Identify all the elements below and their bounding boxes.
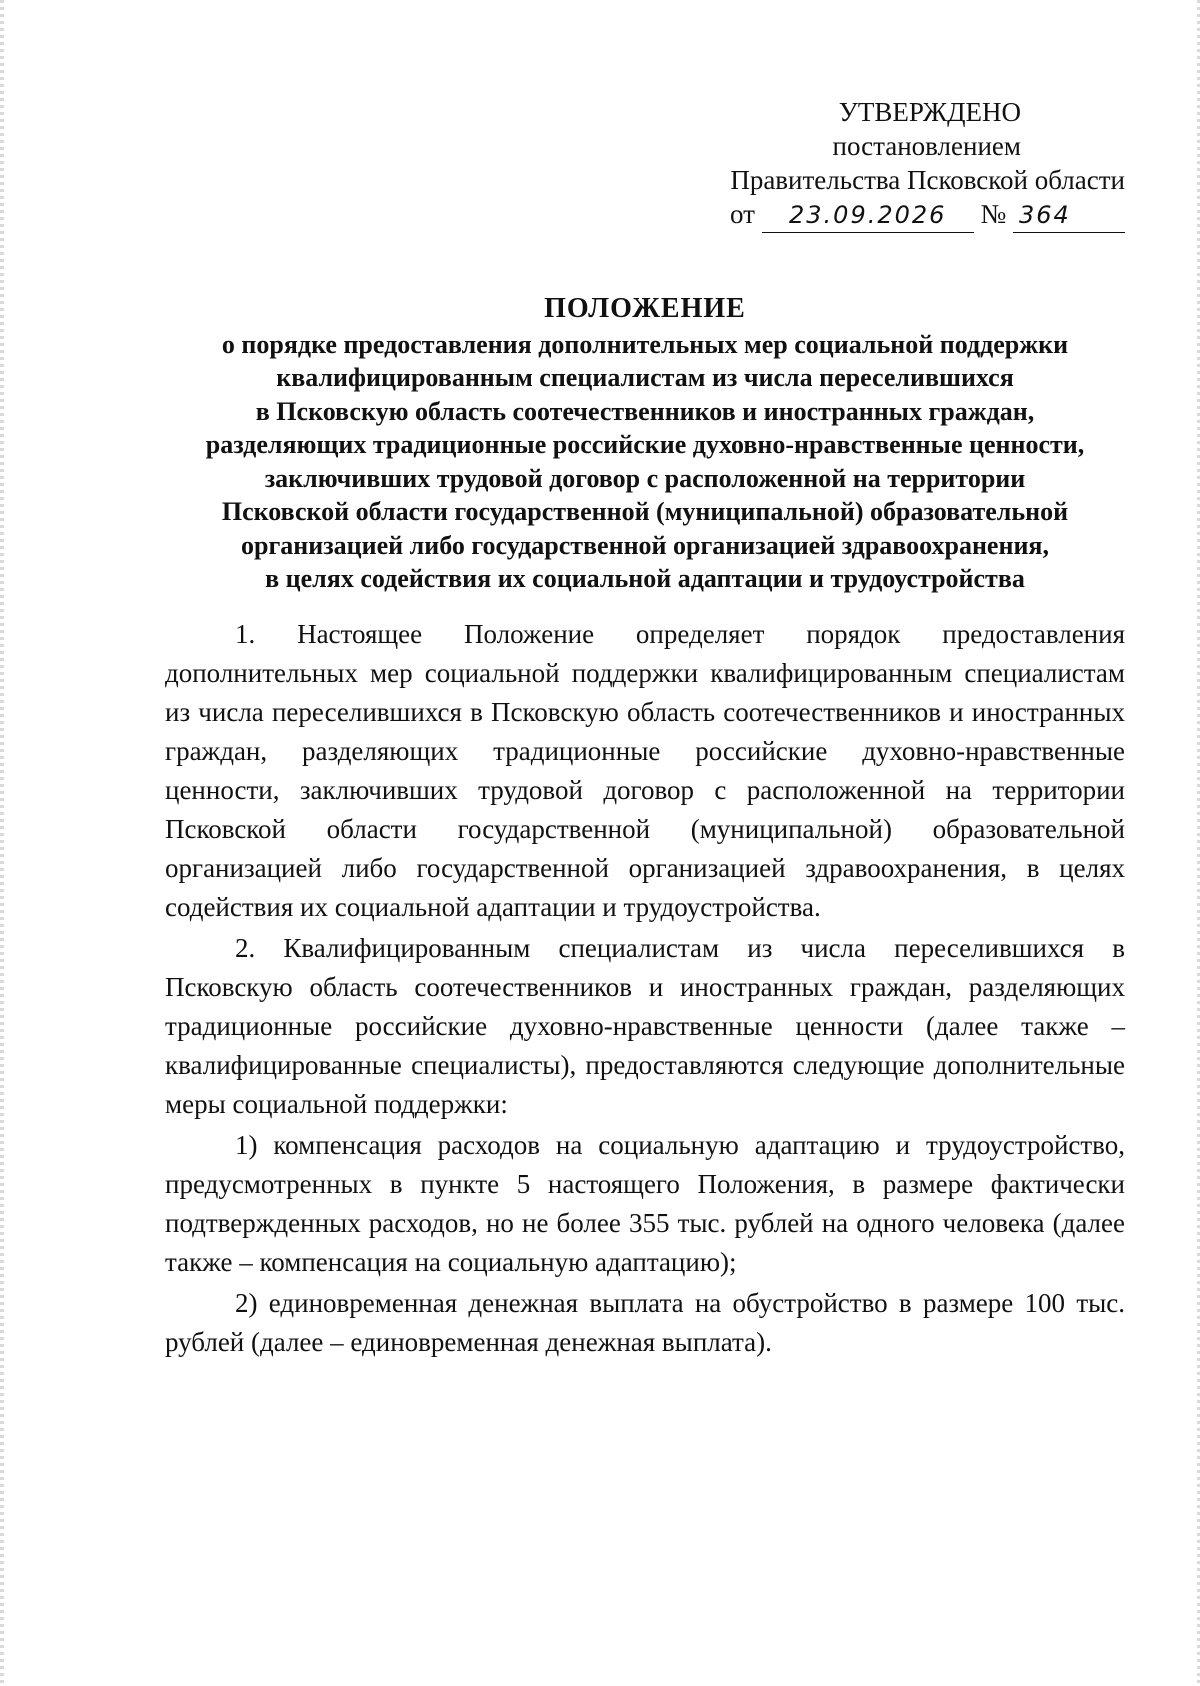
heading-line: о порядке предоставления дополнительных мер социальной поддержки xyxy=(221,329,1069,359)
heading-line: организацией либо государственной организацией здравоохранения, xyxy=(240,530,1050,560)
approval-date-handwritten: 23.09.2026 xyxy=(762,198,974,233)
list-item-2: 2) единовременная денежная выплата на обустройство в размере 100 тыс. рублей (далее – единовременная денежная выплата). xyxy=(165,1288,1125,1357)
heading-line: разделяющих традиционные российские духовно-нравственные ценности, xyxy=(205,430,1085,459)
list-item-1: 1) компенсация расходов на социальную адаптацию и трудоустройство, предусмотренных в пункте 5 настоящего Положения, в размере фактически подтвержденных расходов, но не более 355 тыс. рублей на одного человека (далее также – компенсация на социальную адаптацию); xyxy=(165,1130,1125,1277)
heading-line: Псковской области государственной (муниципальной) образовательной xyxy=(221,497,1069,526)
document-title: ПОЛОЖЕНИЕ xyxy=(544,293,746,324)
approval-decree: постановлением xyxy=(832,131,1021,161)
approval-number-prefix: № xyxy=(980,199,1007,229)
approval-date-prefix: от xyxy=(730,199,755,229)
document-heading xyxy=(130,292,1160,596)
heading-line: квалифицированным специалистам из числа переселившихся xyxy=(276,363,1014,392)
document-body xyxy=(165,615,1125,1362)
paragraph-2: 2. Квалифицированным специалистам из числа переселившихся в Псковскую область соотечественников и иностранных граждан, разделяющих традиционные российские духовно-нравственные ценности (далее также – квалифицированные специалисты), предоставляются следующие дополнительные меры социальной поддержки: xyxy=(165,933,1125,1119)
scan-edge-left xyxy=(0,0,4,1686)
approval-title: УТВЕРЖДЕНО xyxy=(838,97,1021,127)
heading-line: заключивших трудовой договор с расположенной на территории xyxy=(264,463,1026,493)
approval-number-handwritten: 364 xyxy=(1013,198,1125,233)
approval-stamp-block xyxy=(730,95,1125,233)
approval-date-number-line xyxy=(730,197,1125,233)
heading-line: в Псковскую область соотечественников и иностранных граждан, xyxy=(255,396,1035,426)
paragraph-1: 1. Настоящее Положение определяет порядок предоставления дополнительных мер социальной поддержки квалифицированным специалистам из числа переселившихся в Псковскую область соотечественников и иностранных граждан, разделяющих традиционные российские духовно-нравственные ценности, заключивших трудовой договор с расположенной на территории Псковской области государственной (муниципальной) образовательной организацией либо государственной организацией здравоохранения, в целях содействия их социальной адаптации и трудоустройства. xyxy=(165,619,1125,922)
approval-government: Правительства Псковской области xyxy=(730,165,1125,195)
heading-line: в целях содействия их социальной адаптации и трудоустройства xyxy=(265,564,1025,593)
